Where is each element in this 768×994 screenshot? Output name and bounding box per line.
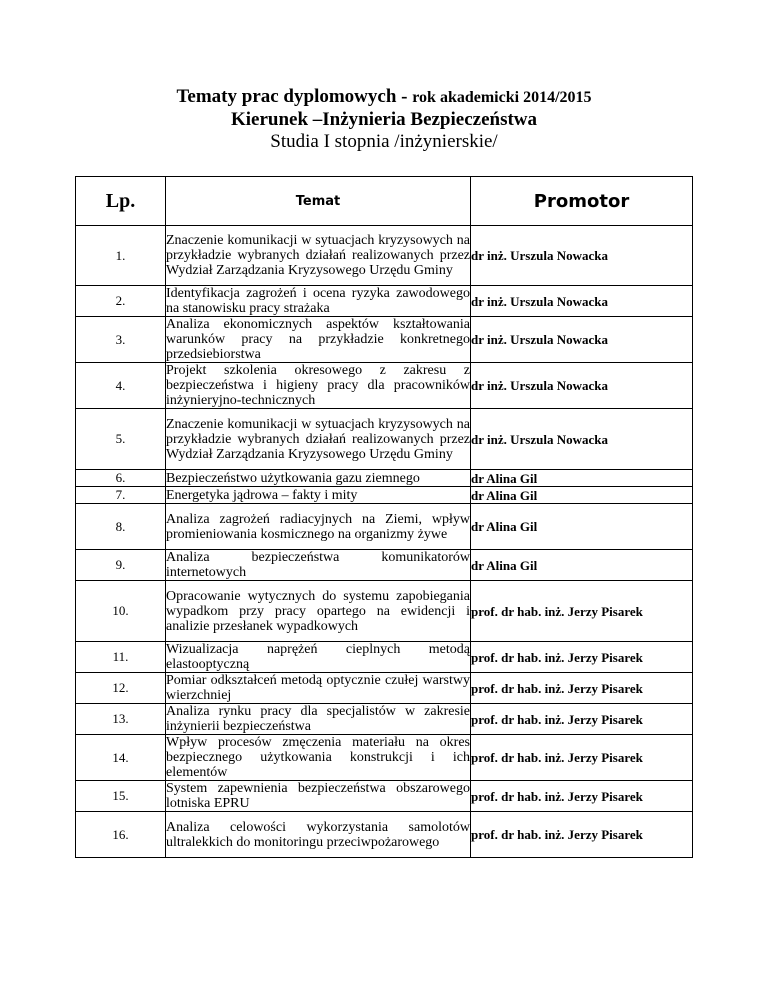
table-row [76,812,693,858]
row-promotor: prof. dr hab. inż. Jerzy Pisarek [471,735,693,781]
row-topic: Analiza celowości wykorzystania samolotów ultralekkich do monitoringu przeciwpożarowego [166,812,471,858]
row-topic: Znaczenie komunikacji w sytuacjach kryzysowych na przykładzie wybranych działań realizowanych przez Wydział Zarządzania Kryzysowego Urzędu Gminy [166,226,471,286]
table-row [76,363,693,409]
row-number: 13. [76,704,166,735]
row-topic: Znaczenie komunikacji w sytuacjach kryzysowych na przykładzie wybranych działań realizowanych przez Wydział Zarządzania Kryzysowego Urzędu Gminy [166,409,471,470]
row-topic: Opracowanie wytycznych do systemu zapobiegania wypadkom przy pracy opartego na ewidencji i analizie przesłanek wypadkowych [166,581,471,642]
table-row [76,317,693,363]
row-number: 11. [76,642,166,673]
row-number: 3. [76,317,166,363]
page-title [0,86,768,109]
row-promotor: prof. dr hab. inż. Jerzy Pisarek [471,704,693,735]
row-topic: Analiza ekonomicznych aspektów kształtowania warunków pracy na przykładzie konkretnego przedsiebiorstwa [166,317,470,362]
header-topic: Temat [166,177,471,226]
row-number: 4. [76,363,166,409]
table-header-row [76,177,693,226]
row-number: 7. [76,487,166,504]
table-row [76,504,693,550]
row-number: 2. [76,286,166,317]
row-topic: Energetyka jądrowa – fakty i mity [166,487,471,504]
row-topic: Pomiar odkształceń metodą optycznie czułej warstwy wierzchniej [166,673,470,703]
row-number: 1. [76,226,166,286]
row-promotor: dr inż. Urszula Nowacka [471,409,693,470]
table-row [76,409,693,470]
table-row [76,673,693,704]
row-topic: Analiza zagrożeń radiacyjnych na Ziemi, wpływ promieniowania kosmicznego na organizmy żywe [166,504,471,550]
row-promotor: prof. dr hab. inż. Jerzy Pisarek [471,812,693,858]
row-topic: Analiza bezpieczeństwa komunikatorów internetowych [166,550,470,580]
table-row [76,226,693,286]
row-promotor: prof. dr hab. inż. Jerzy Pisarek [471,581,693,642]
row-number: 12. [76,673,166,704]
table-row [76,642,693,673]
row-topic: Bezpieczeństwo użytkowania gazu ziemnego [166,470,471,487]
topics-table [75,176,693,858]
row-number: 16. [76,812,166,858]
title-year: rok akademicki 2014/2015 [412,89,592,106]
row-number: 15. [76,781,166,812]
row-promotor: dr inż. Urszula Nowacka [471,363,693,409]
header-promotor: Promotor [471,177,693,226]
row-promotor: dr inż. Urszula Nowacka [471,286,693,317]
table-row [76,704,693,735]
row-topic: Projekt szkolenia okresowego z zakresu z bezpieczeństwa i higieny pracy dla pracowników inżynieryjno-technicznych [166,363,470,408]
row-number: 6. [76,470,166,487]
row-topic: Identyfikacja zagrożeń i ocena ryzyka zawodowego na stanowisku pracy strażaka [166,286,470,316]
page-subtitle: Kierunek –Inżynieria Bezpieczeństwa [230,109,538,130]
row-promotor: prof. dr hab. inż. Jerzy Pisarek [471,642,693,673]
table-row [76,470,693,487]
row-number: 8. [76,504,166,550]
document-header [0,86,768,153]
row-number: 10. [76,581,166,642]
table-row [76,581,693,642]
row-promotor: dr Alina Gil [471,470,693,487]
header-lp: Lp. [76,177,166,226]
study-level: Studia I stopnia /inżynierskie/ [270,131,498,152]
row-topic: Analiza rynku pracy dla specjalistów w zakresie inżynierii bezpieczeństwa [166,704,470,734]
row-promotor: prof. dr hab. inż. Jerzy Pisarek [471,673,693,704]
table-row [76,781,693,812]
row-promotor: prof. dr hab. inż. Jerzy Pisarek [471,781,693,812]
row-promotor: dr Alina Gil [471,487,693,504]
row-promotor: dr Alina Gil [471,504,693,550]
table-row [76,550,693,581]
row-number: 9. [76,550,166,581]
row-promotor: dr Alina Gil [471,550,693,581]
table-row [76,487,693,504]
row-topic: Wpływ procesów zmęczenia materiału na okres bezpiecznego użytkowania konstrukcji i ich elementów [166,735,470,780]
title-main: Tematy prac dyplomowych - [176,86,413,107]
row-number: 5. [76,409,166,470]
row-topic: System zapewnienia bezpieczeństwa obszarowego lotniska EPRU [166,781,470,811]
row-promotor: dr inż. Urszula Nowacka [471,317,693,363]
table-row [76,286,693,317]
table-row [76,735,693,781]
row-topic: Wizualizacja naprężeń cieplnych metodą elastooptyczną [166,642,470,672]
row-number: 14. [76,735,166,781]
row-promotor: dr inż. Urszula Nowacka [471,226,693,286]
